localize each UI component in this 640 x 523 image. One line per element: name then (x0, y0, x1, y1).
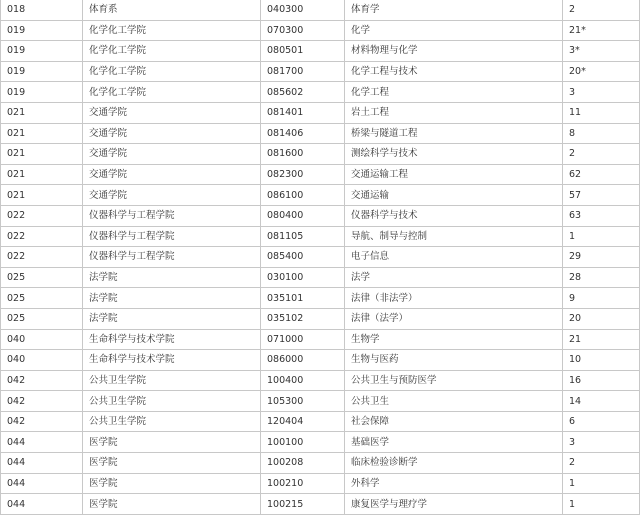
table-row (1, 20, 640, 41)
quota-cell: 2 (563, 144, 640, 165)
major-name-cell: 公共卫生 (345, 391, 563, 412)
major-code-cell: 085602 (261, 82, 345, 103)
major-code-cell: 081600 (261, 144, 345, 165)
major-name-cell: 导航、制导与控制 (345, 226, 563, 247)
quota-cell: 21* (563, 20, 640, 41)
quota-cell: 20 (563, 308, 640, 329)
table-row (1, 308, 640, 329)
major-code-cell: 086000 (261, 350, 345, 371)
major-name-cell: 社会保障 (345, 411, 563, 432)
dept-name-cell: 生命科学与技术学院 (83, 350, 261, 371)
table-row (1, 205, 640, 226)
table-row (1, 41, 640, 62)
dept-name-cell: 法学院 (83, 267, 261, 288)
dept-code-cell: 042 (1, 391, 83, 412)
table-row (1, 164, 640, 185)
dept-code-cell: 021 (1, 185, 83, 206)
major-code-cell: 070300 (261, 20, 345, 41)
major-code-cell: 035101 (261, 288, 345, 309)
table-row (1, 0, 640, 20)
table-row (1, 123, 640, 144)
major-code-cell: 081401 (261, 102, 345, 123)
dept-name-cell: 化学化工学院 (83, 61, 261, 82)
quota-cell: 3 (563, 432, 640, 453)
major-code-cell: 105300 (261, 391, 345, 412)
major-name-cell: 公共卫生与预防医学 (345, 370, 563, 391)
major-code-cell: 100100 (261, 432, 345, 453)
dept-name-cell: 仪器科学与工程学院 (83, 205, 261, 226)
dept-code-cell: 021 (1, 164, 83, 185)
major-name-cell: 交通运输 (345, 185, 563, 206)
dept-code-cell: 025 (1, 308, 83, 329)
table-body (1, 0, 640, 514)
quota-cell: 2 (563, 453, 640, 474)
dept-code-cell: 019 (1, 61, 83, 82)
major-code-cell: 085400 (261, 247, 345, 268)
quota-cell: 21 (563, 329, 640, 350)
table-row (1, 61, 640, 82)
table-row (1, 411, 640, 432)
dept-name-cell: 仪器科学与工程学院 (83, 247, 261, 268)
quota-cell: 11 (563, 102, 640, 123)
major-code-cell: 081700 (261, 61, 345, 82)
dept-name-cell: 生命科学与技术学院 (83, 329, 261, 350)
dept-code-cell: 022 (1, 205, 83, 226)
major-code-cell: 035102 (261, 308, 345, 329)
dept-code-cell: 021 (1, 102, 83, 123)
major-name-cell: 生物与医药 (345, 350, 563, 371)
major-code-cell: 080501 (261, 41, 345, 62)
major-name-cell: 法学 (345, 267, 563, 288)
dept-code-cell: 044 (1, 494, 83, 515)
dept-code-cell: 025 (1, 267, 83, 288)
quota-cell: 8 (563, 123, 640, 144)
dept-name-cell: 法学院 (83, 288, 261, 309)
quota-cell: 1 (563, 226, 640, 247)
major-code-cell: 081406 (261, 123, 345, 144)
major-name-cell: 法律（法学） (345, 308, 563, 329)
dept-code-cell: 018 (1, 0, 83, 20)
quota-cell: 9 (563, 288, 640, 309)
dept-code-cell: 040 (1, 350, 83, 371)
dept-name-cell: 公共卫生学院 (83, 370, 261, 391)
quota-cell: 63 (563, 205, 640, 226)
major-name-cell: 生物学 (345, 329, 563, 350)
quota-cell: 14 (563, 391, 640, 412)
table-row (1, 247, 640, 268)
dept-code-cell: 044 (1, 473, 83, 494)
table-row (1, 288, 640, 309)
major-code-cell: 040300 (261, 0, 345, 20)
dept-name-cell: 仪器科学与工程学院 (83, 226, 261, 247)
major-code-cell: 086100 (261, 185, 345, 206)
major-name-cell: 外科学 (345, 473, 563, 494)
quota-cell: 3 (563, 82, 640, 103)
table-row (1, 185, 640, 206)
table-row (1, 102, 640, 123)
major-name-cell: 康复医学与理疗学 (345, 494, 563, 515)
dept-name-cell: 化学化工学院 (83, 20, 261, 41)
dept-name-cell: 交通学院 (83, 102, 261, 123)
dept-name-cell: 公共卫生学院 (83, 411, 261, 432)
dept-code-cell: 022 (1, 226, 83, 247)
dept-name-cell: 公共卫生学院 (83, 391, 261, 412)
dept-name-cell: 医学院 (83, 453, 261, 474)
table-row (1, 494, 640, 515)
major-code-cell: 100208 (261, 453, 345, 474)
major-name-cell: 测绘科学与技术 (345, 144, 563, 165)
quota-cell: 1 (563, 473, 640, 494)
dept-code-cell: 021 (1, 123, 83, 144)
major-code-cell: 100400 (261, 370, 345, 391)
table-row (1, 473, 640, 494)
dept-name-cell: 医学院 (83, 473, 261, 494)
dept-code-cell: 022 (1, 247, 83, 268)
quota-cell: 29 (563, 247, 640, 268)
major-name-cell: 法律（非法学） (345, 288, 563, 309)
major-code-cell: 080400 (261, 205, 345, 226)
dept-code-cell: 019 (1, 41, 83, 62)
table-row (1, 226, 640, 247)
dept-name-cell: 交通学院 (83, 123, 261, 144)
dept-code-cell: 044 (1, 453, 83, 474)
dept-name-cell: 医学院 (83, 432, 261, 453)
major-code-cell: 081105 (261, 226, 345, 247)
quota-cell: 10 (563, 350, 640, 371)
table-row (1, 350, 640, 371)
dept-code-cell: 042 (1, 411, 83, 432)
dept-name-cell: 医学院 (83, 494, 261, 515)
major-name-cell: 化学 (345, 20, 563, 41)
quota-cell: 20* (563, 61, 640, 82)
dept-code-cell: 044 (1, 432, 83, 453)
dept-name-cell: 法学院 (83, 308, 261, 329)
dept-code-cell: 040 (1, 329, 83, 350)
table-row (1, 432, 640, 453)
major-code-cell: 100215 (261, 494, 345, 515)
quota-cell: 28 (563, 267, 640, 288)
major-name-cell: 电子信息 (345, 247, 563, 268)
quota-cell: 6 (563, 411, 640, 432)
dept-code-cell: 019 (1, 82, 83, 103)
table-row (1, 144, 640, 165)
dept-name-cell: 体育系 (83, 0, 261, 20)
major-name-cell: 基础医学 (345, 432, 563, 453)
table-row (1, 370, 640, 391)
table-row (1, 453, 640, 474)
major-code-cell: 120404 (261, 411, 345, 432)
major-name-cell: 材料物理与化学 (345, 41, 563, 62)
major-code-cell: 082300 (261, 164, 345, 185)
major-name-cell: 临床检验诊断学 (345, 453, 563, 474)
major-name-cell: 交通运输工程 (345, 164, 563, 185)
dept-code-cell: 025 (1, 288, 83, 309)
dept-name-cell: 化学化工学院 (83, 41, 261, 62)
dept-code-cell: 021 (1, 144, 83, 165)
quota-cell: 57 (563, 185, 640, 206)
major-name-cell: 体育学 (345, 0, 563, 20)
major-code-cell: 100210 (261, 473, 345, 494)
table-row (1, 329, 640, 350)
quota-cell: 62 (563, 164, 640, 185)
dept-name-cell: 交通学院 (83, 164, 261, 185)
table-row (1, 267, 640, 288)
major-name-cell: 仪器科学与技术 (345, 205, 563, 226)
major-code-cell: 071000 (261, 329, 345, 350)
quota-cell: 1 (563, 494, 640, 515)
major-name-cell: 化学工程与技术 (345, 61, 563, 82)
dept-name-cell: 化学化工学院 (83, 82, 261, 103)
major-name-cell: 桥梁与隧道工程 (345, 123, 563, 144)
dept-name-cell: 交通学院 (83, 185, 261, 206)
major-name-cell: 化学工程 (345, 82, 563, 103)
dept-name-cell: 交通学院 (83, 144, 261, 165)
table-row (1, 82, 640, 103)
quota-cell: 3* (563, 41, 640, 62)
dept-code-cell: 042 (1, 370, 83, 391)
quota-cell: 2 (563, 0, 640, 20)
major-code-cell: 030100 (261, 267, 345, 288)
dept-code-cell: 019 (1, 20, 83, 41)
table-row (1, 391, 640, 412)
major-name-cell: 岩土工程 (345, 102, 563, 123)
quota-cell: 16 (563, 370, 640, 391)
